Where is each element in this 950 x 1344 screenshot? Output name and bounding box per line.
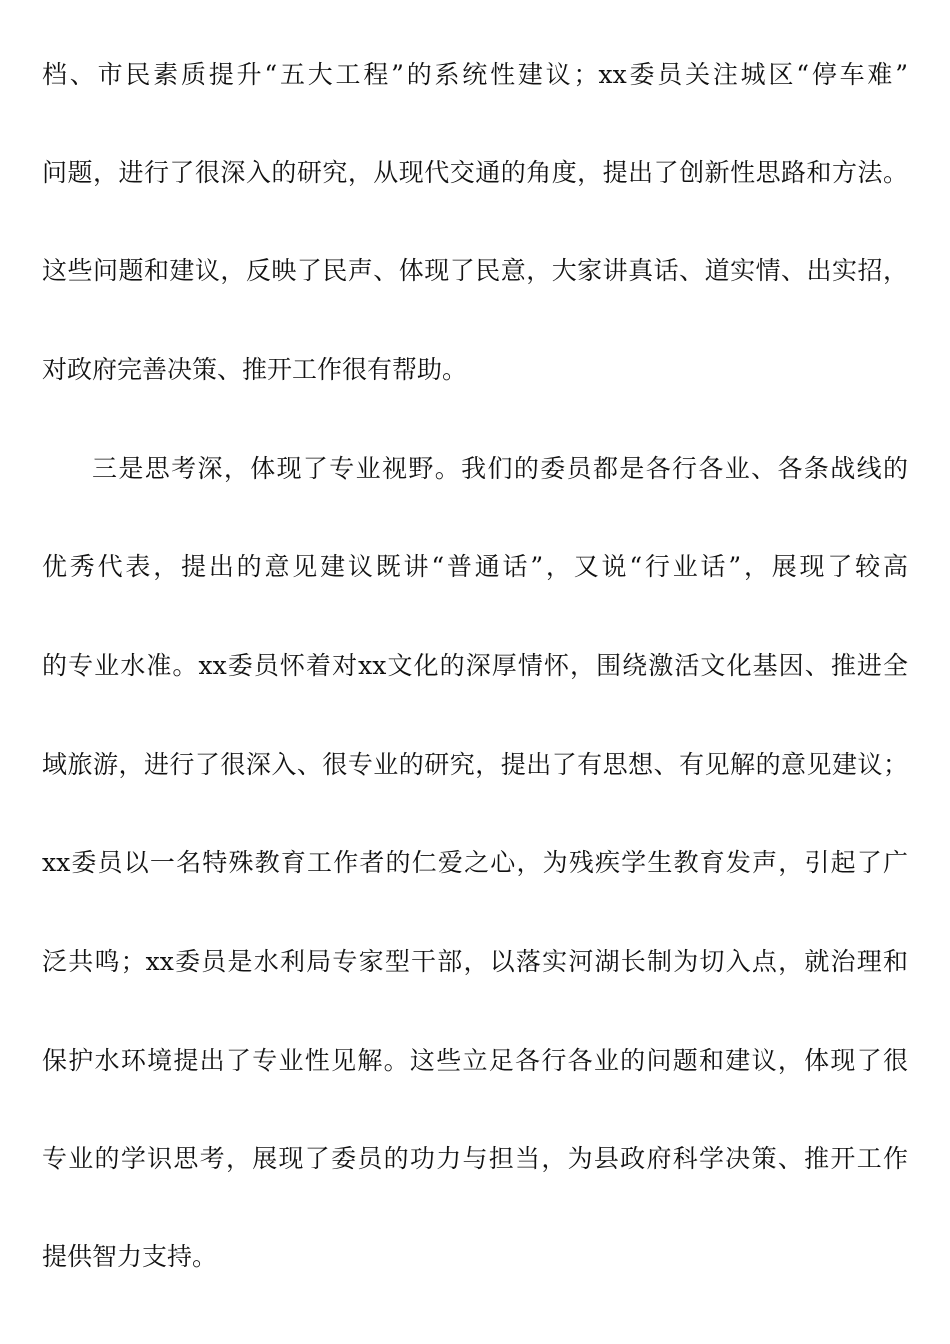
text-line-2: 问题，进行了很深入的研究，从现代交通的角度，提出了创新性思路和方法。 xyxy=(42,158,908,187)
text-line-12: 专业的学识思考，展现了委员的功力与担当，为县政府科学决策、推开工作 xyxy=(42,1144,908,1173)
text-line-4: 对政府完善决策、推开工作很有帮助。 xyxy=(42,355,468,384)
text-line-5: 三是思考深，体现了专业视野。我们的委员都是各行各业、各条战线的 xyxy=(92,454,908,483)
text-line-13: 提供智力支持。 xyxy=(42,1242,218,1271)
text-line-10: 泛共鸣；xx委员是水利局专家型干部，以落实河湖长制为切入点，就治理和 xyxy=(42,947,908,976)
text-line-3: 这些问题和建议，反映了民声、体现了民意，大家讲真话、道实情、出实招， xyxy=(42,256,908,285)
text-line-9: xx委员以一名特殊教育工作者的仁爱之心，为残疾学生教育发声，引起了广 xyxy=(42,848,908,877)
text-line-7: 的专业水准。xx委员怀着对xx文化的深厚情怀，围绕激活文化基因、推进全 xyxy=(42,651,908,680)
text-line-11: 保护水环境提出了专业性见解。这些立足各行各业的问题和建议，体现了很 xyxy=(42,1046,908,1075)
text-line-6: 优秀代表，提出的意见建议既讲“普通话”，又说“行业话”，展现了较高 xyxy=(42,552,908,581)
text-line-8: 域旅游，进行了很深入、很专业的研究，提出了有思想、有见解的意见建议； xyxy=(42,750,908,779)
text-line-1: 档、市民素质提升“五大工程”的系统性建议；xx委员关注城区“停车难” xyxy=(42,60,908,89)
